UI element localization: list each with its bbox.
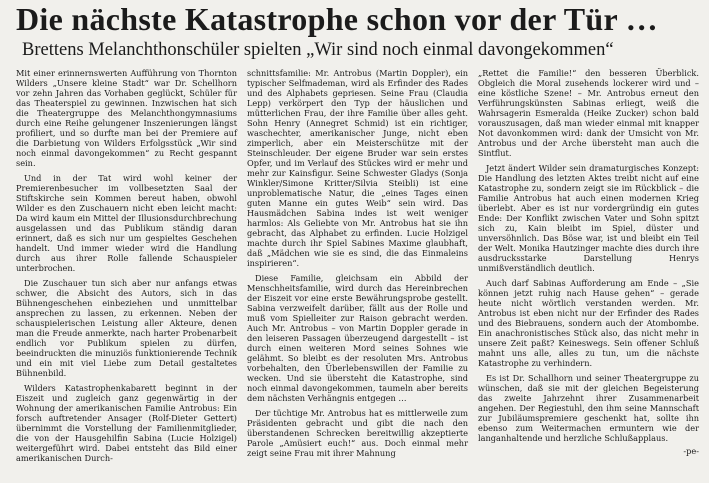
author-signature: -pe- (683, 446, 699, 456)
paragraph: Der tüchtige Mr. Antrobus hat es mittlerweile zum Präsidenten gebracht und gibt die nach den überstandenen Schrecken bereitwillig akzeptierte Parole „Amüsiert euch!“ aus. Doch einmal mehr zeigt seine Frau mit ihrer Mahnung (247, 408, 468, 458)
paragraph: Diese Familie, gleichsam ein Abbild der Menschheitsfamilie, wird durch das Hereinbrechen der Eiszeit vor eine erste Bewährungsprobe gestellt. Sabina verzweifelt darüber, fällt aus der Rolle und muß vom Spielleiter zur Raison gebracht werden. Auch Mr. Antrobus – von Martin Doppler gerade in den leiseren Passagen überzeugend dargestellt – ist durch einen weiteren Mord seines Sohnes wie gelähmt. So bleibt es der resoluten Mrs. Antrobus vorbehalten, den Überlebenswillen der Familie zu wecken. Und sie übersteht die Katastrophe, sind noch einmal davongekommen, taumeln aber bereits dem nächsten Verhängnis entgegen … (247, 273, 468, 403)
paragraph: Mit einer erinnernswerten Aufführung von Thornton Wilders „Unsere kleine Stadt“ war Dr. Schellhorn vor zehn Jahren das Vorhaben geglückt, Schüler für das Theaterspiel zu gewinnen. Inzwischen hat sich die Theatergruppe des Melanchthongymnasiums durch eine Reihe gelungener Inszenierungen längst profiliert, und so durfte man bei der Premiere auf die Darbietung von Wilders Erfolgsstück „Wir sind noch einmal davongekommen“ zu Recht gespannt sein. (16, 68, 237, 168)
headline: Die nächste Katastrophe schon vor der Tür … (16, 1, 658, 37)
paragraph: Die Zuschauer tun sich aber nur anfangs etwas schwer, die Absicht des Autors, sich in das Bühnengeschehen einbeziehen und unmittelbar ansprechen zu lassen, zu erkennen. Neben der schauspielerischen Leistung aller Akteure, denen man die Freude anmerkte, nach harter Probenarbeit endlich vor Publikum spielen zu dürfen, beeindruckten die minuziös funktionierende Technik und ein mit viel Liebe zum Detail gestaltetes Bühnenbild. (16, 278, 237, 378)
paragraph: Es ist Dr. Schallhorn und seiner Theatergruppe zu wünschen, daß sie mit der gleichen Begeisterung das zweite Jahrzehnt ihrer Zusammenarbeit angehen. Der Regiestuhl, den ihm seine Mannschaft zur Jubiläumspremiere geschenkt hat, sollte ihn ebenso zum Weitermachen ermuntern wie der langanhaltende und herzliche Schlußapplaus. (478, 373, 699, 443)
column-3 (478, 68, 699, 468)
paragraph: Jetzt ändert Wilder sein dramaturgisches Konzept: Die Handlung des letzten Aktes treibt nicht auf eine Katastrophe zu, sondern zeigt sie im Rückblick – die Familie Antrobus hat auch einen modernen Krieg überlebt. Aber es ist nur vordergründig ein gutes Ende: Der Konflikt zwischen Vater und Sohn spitzt sich zu, Kain bleibt im Spiel, düster und unversöhnlich. Das Böse war, ist und bleibt ein Teil der Welt. Monika Hautzinger machte dies durch ihre ausdrucksstarke Darstellung Henrys unmißverständlich deutlich. (478, 163, 699, 273)
paragraph: Auch darf Sabinas Aufforderung am Ende – „Sie können jetzt ruhig nach Hause gehen“ – gerade heute nicht wörtlich verstanden werden. Mr. Antrobus ist eben nicht nur der Erfinder des Rades und des Biebrauens, sondern auch der Atombombe. Ein anachronistisches Stück also, das nicht mehr in unsere Zeit paßt? Keineswegs. Sein offener Schluß mahnt uns alle, alles zu tun, um die nächste Katastrophe zu verhindern. (478, 278, 699, 368)
article-body (16, 68, 699, 468)
subheadline: Brettens Melanchthonschüler spielten „Wir sind noch einmal davongekommen“ (22, 40, 614, 60)
paragraph: schnittsfamilie: Mr. Antrobus (Martin Doppler), ein typischer Selfmademan, wird als Erfinder des Rades und des Alphabets gepriesen. Seine Frau (Claudia Lepp) verkörpert den Typ der häuslichen und mütterlichen Frau, der ihre Familie über alles geht. Sohn Henry (Annegret Schmid) ist ein richtiger, waschechter, amerikanischer Junge, nicht eben zimperlich, aber ein Meisterschütze mit der Steinschleuder. Der eigene Bruder war sein erstes Opfer, und im Verlauf des Stückes wird er mehr und mehr zur Kainsfigur. Seine Schwester Gladys (Sonja Winkler/Simone Kritter/Silvia Steibli) ist eine unproblematische Natur, die „eines Tages einen guten Manne ein gutes Weib“ sein wird. Das Hausmädchen Sabina indes ist weit weniger harmlos: Als Geliebte von Mr. Antrobus hat sie ihn gebracht, das Alphabet zu erfinden. Lucie Holzigel machte durch ihr Spiel Sabines Maxime glaubhaft, daß „Mädchen wie sie es sind, die das Einmaleins inspirieren“. (247, 68, 468, 268)
column-1 (16, 68, 237, 468)
paragraph: Und in der Tat wird wohl keiner der Premierenbesucher im vollbesetzten Saal der Stiftskirche sein Kommen bereut haben, obwohl Wilder es den Zuschauern nicht eben leicht macht: Da wird kaum ein Mittel der Illusionsdurchbrechung ausgelassen und das Publikum ständig daran erinnert, daß es sich nur um gespieltes Geschehen handelt. Und immer wieder wird die Handlung durch aus ihrer Rolle fallende Schauspieler unterbrochen. (16, 173, 237, 273)
column-2 (247, 68, 468, 468)
paragraph: „Rettet die Familie!“ den besseren Überblick. Obgleich die Moral zusehends lockerer wird und – eine köstliche Szene! – Mr. Antrobus erneut den Verführungskünsten Sabinas erliegt, weiß die Wahrsagerin Esmeralda (Heike Zucker) schon bald vorauszusagen, daß man wieder einmal mit knapper Not davonkommen wird: dank der Umsicht von Mr. Antrobus und der Arche übersteht man auch die Sintflut. (478, 68, 699, 158)
paragraph: Wilders Katastrophenkabarett beginnt in der Eiszeit und zugleich ganz gegenwärtig in der Wohnung der amerikanischen Familie Antrobus: Ein forsch auftretender Ansager (Rolf-Dieter Gettert) übernimmt die Vorstellung der Familienmitglieder, die von der Hausgehilfin Sabina (Lucie Holzigel) weitergeführt wird. Dabei entsteht das Bild einer amerikanischen Durch- (16, 383, 237, 463)
